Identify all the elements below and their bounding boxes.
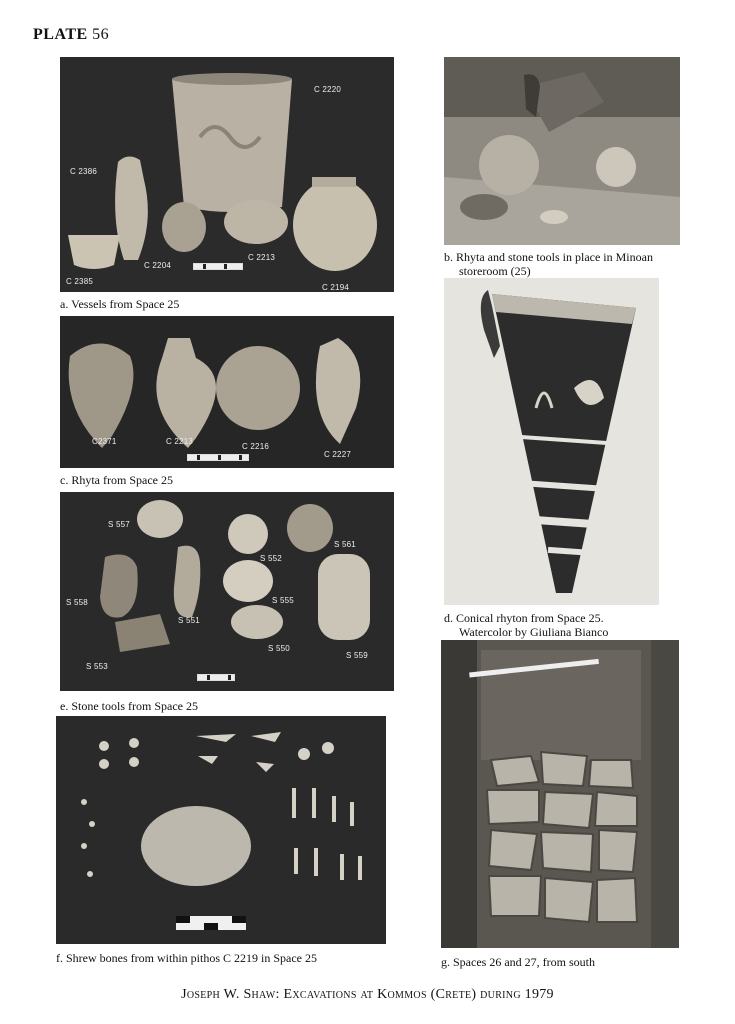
photo-g-spaces-26-27 (441, 640, 679, 948)
photo-f-shrew-bones (56, 716, 386, 944)
label-s555: S 555 (272, 596, 294, 605)
photo-d-conical-rhyton (444, 278, 659, 605)
label-c2386: C 2386 (70, 167, 97, 176)
photo-b-rhyta-in-place (444, 57, 680, 245)
footer-author: Joseph W. Shaw (181, 987, 276, 1002)
label-c2216: C 2216 (242, 442, 269, 451)
label-c2204: C 2204 (144, 261, 171, 270)
shrew-bones-illustration (56, 716, 386, 944)
photo-c-rhyta (60, 316, 394, 468)
label-c2227: C 2227 (324, 450, 351, 459)
caption-d-line2: Watercolor by Giuliana Bianco (459, 625, 609, 639)
caption-b-line1: b. Rhyta and stone tools in place in Minoan (444, 250, 653, 264)
label-s552: S 552 (260, 554, 282, 563)
plate-label: PLATE (33, 26, 88, 43)
label-c2220: C 2220 (314, 85, 341, 94)
caption-b-line2: storeroom (25) (459, 264, 531, 278)
label-c2385: C 2385 (66, 277, 93, 286)
vessels-illustration (60, 57, 394, 292)
plate-title (33, 26, 109, 44)
storeroom-illustration (444, 57, 680, 245)
label-c2194: C 2194 (322, 283, 349, 292)
caption-c: c. Rhyta from Space 25 (60, 473, 173, 487)
scale-bar (187, 454, 249, 461)
label-s551: S 551 (178, 616, 200, 625)
rhyton-watercolor (444, 278, 659, 605)
label-c2213: C 2213 (166, 437, 193, 446)
scale-bar (197, 674, 235, 681)
label-s553: S 553 (86, 662, 108, 671)
excavation-illustration (441, 640, 679, 948)
caption-f: f. Shrew bones from within pithos C 2219 in Space 25 (56, 951, 317, 965)
label-c2213: C 2213 (248, 253, 275, 262)
footer-title: Excavations at Kommos (Crete) during 1979 (283, 987, 554, 1002)
photo-e-stone-tools (60, 492, 394, 691)
label-c2371: C2371 (92, 437, 117, 446)
caption-e: e. Stone tools from Space 25 (60, 699, 198, 713)
caption-d-line1: d. Conical rhyton from Space 25. (444, 611, 604, 625)
caption-a: a. Vessels from Space 25 (60, 297, 180, 311)
plate-number: 56 (92, 26, 110, 43)
caption-g: g. Spaces 26 and 27, from south (441, 955, 595, 969)
photo-a-vessels (60, 57, 394, 292)
label-s558: S 558 (66, 598, 88, 607)
label-s550: S 550 (268, 644, 290, 653)
label-s559: S 559 (346, 651, 368, 660)
scale-bar (193, 263, 243, 270)
footer-separator: : (275, 987, 284, 1002)
page-footer (0, 987, 735, 1003)
label-s561: S 561 (334, 540, 356, 549)
label-s557: S 557 (108, 520, 130, 529)
